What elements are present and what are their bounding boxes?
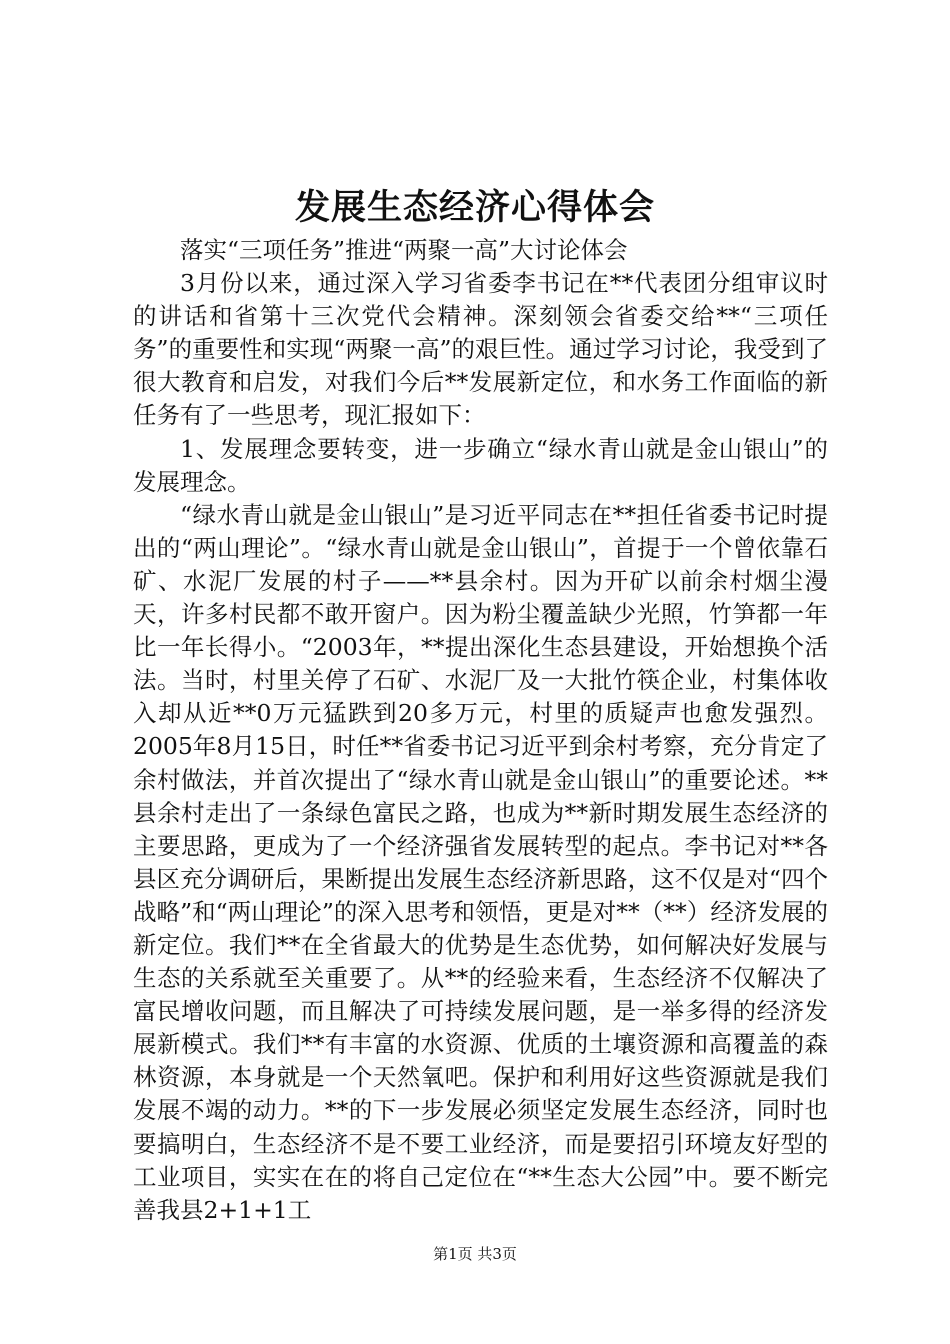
document-body — [133, 234, 828, 1227]
page-footer: 第1页 共3页 — [433, 1245, 517, 1263]
paragraph-main: “绿水青山就是金山银山”是习近平同志在**担任省委书记时提出的“两山理论”。“绿水青山就是金山银山”，首提于一个曾依靠石矿、水泥厂发展的村子——**县余村。因为开矿以前余村烟尘漫天，许多村民都不敢开窗户。因为粉尘覆盖缺少光照，竹笋都一年比一年长得小。“2003年，**提出深化生态县建设，开始想换个活法。当时，村里关停了石矿、水泥厂及一大批竹筷企业，村集体收入却从近**0万元猛跌到20多万元，村里的质疑声也愈发强烈。2005年8月15日，时任**省委书记习近平到余村考察，充分肯定了余村做法，并首次提出了“绿水青山就是金山银山”的重要论述。**县余村走出了一条绿色富民之路，也成为**新时期发展生态经济的主要思路，更成为了一个经济强省发展转型的起点。李书记对**各县区充分调研后，果断提出发展生态经济新思路，这不仅是对“四个战略”和“两山理论”的深入思考和领悟，更是对**（**）经济发展的新定位。我们**在全省最大的优势是生态优势，如何解决好发展与生态的关系就至关重要了。从**的经验来看，生态经济不仅解决了富民增收问题，而且解决了可持续发展问题，是一举多得的经济发展新模式。我们**有丰富的水资源、优质的土壤资源和高覆盖的森林资源，本身就是一个天然氧吧。保护和利用好这些资源就是我们发展不竭的动力。**的下一步发展必须坚定发展生态经济，同时也要搞明白，生态经济不是不要工业经济，而是要招引环境友好型的工业项目，实实在在的将自己定位在“**生态大公园”中。要不断完善我县2+1+1工 — [133, 500, 828, 1224]
paragraph-section-heading: 1、发展理念要转变，进一步确立“绿水青山就是金山银山”的发展理念。 — [133, 434, 828, 496]
document-title: 发展生态经济心得体会 — [294, 187, 655, 228]
paragraph-subtitle: 落实“三项任务”推进“两聚一高”大讨论体会 — [180, 236, 628, 264]
paragraph-intro: 3月份以来，通过深入学习省委李书记在**代表团分组审议时的讲话和省第十三次党代会精神。深刻领会省委交给**“三项任务”的重要性和实现“两聚一高”的艰巨性。通过学习讨论，我受到了很大教育和启发，对我们今后**发展新定位，和水务工作面临的新任务有了一些思考，现汇报如下： — [133, 269, 828, 430]
